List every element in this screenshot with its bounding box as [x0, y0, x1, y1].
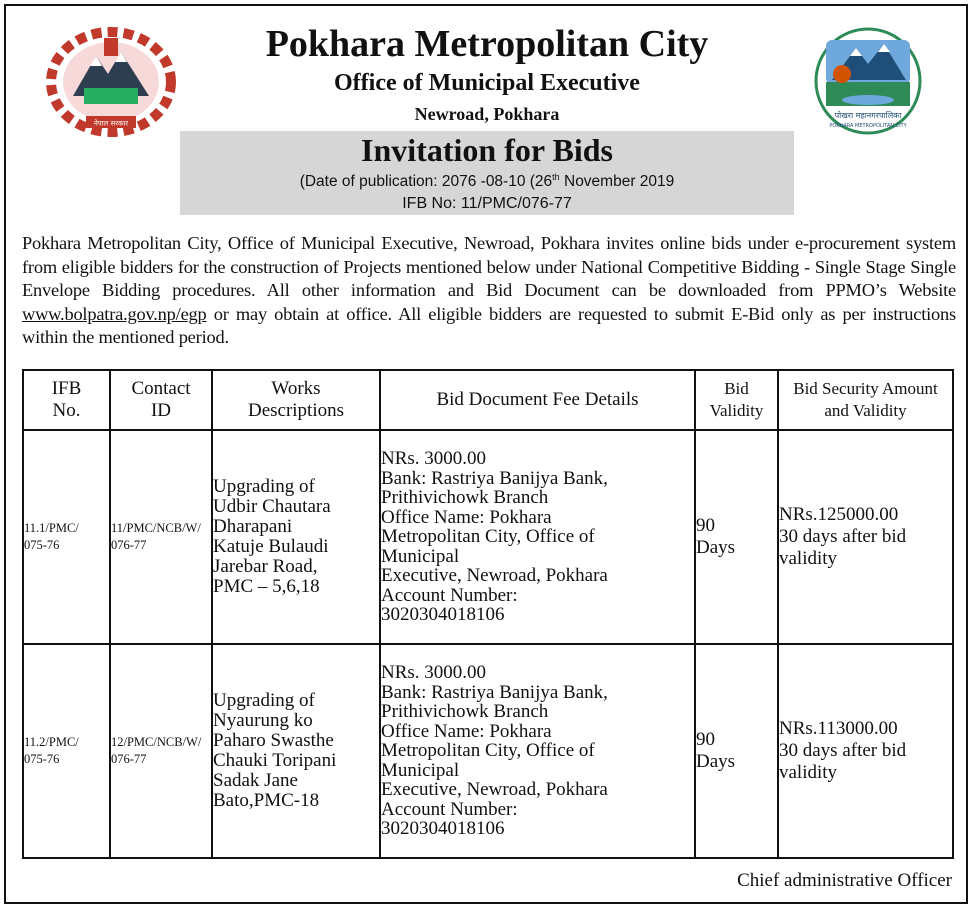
page-title: Pokhara Metropolitan City: [265, 23, 709, 65]
works-cell: Upgrading of Nyaurung ko Paharo Swasthe Chauki Toripani Sadak Jane Bato,PMC-18: [212, 644, 380, 858]
header-validity: Bid Validity: [695, 370, 778, 430]
contact-id-cell: 11/PMC/NCB/W/ 076-77: [110, 430, 212, 644]
ifb-no-cell: 11.1/PMC/ 075-76: [23, 430, 110, 644]
intro-paragraph: Pokhara Metropolitan City, Office of Municipal Executive, Newroad, Pokhara invites online bids under e-procurement system from eligible bidders for the construction of Projects mentioned below under National Competitive Bidding - Single Stage Single Envelope Bidding procedures. All other information and Bid Document can be downloaded from PPMO’s Website www.bolpatra.gov.np/egp or may obtain at office. All eligible bidders are requested to submit E-Bid only as per instructions within the mentioned period.: [22, 233, 956, 347]
bids-table: [22, 369, 954, 859]
svg-text:पोखरा महानगरपालिका: पोखरा महानगरपालिका: [834, 111, 902, 120]
table-row: [23, 644, 953, 858]
security-cell: NRs.113000.00 30 days after bid validity: [778, 644, 953, 858]
fee-cell: NRs. 3000.00 Bank: Rastriya Banijya Bank, Prithivichowk Branch Office Name: Pokhara Metropolitan City, Office of Municipal Executive, Newroad, Pokhara Account Number: 3020304018106: [380, 644, 695, 858]
svg-text:नेपाल सरकार: नेपाल सरकार: [93, 119, 129, 128]
works-cell: Upgrading of Udbir Chautara Dharapani Katuje Bulaudi Jarebar Road, PMC – 5,6,18: [212, 430, 380, 644]
validity-cell: 90 Days: [695, 644, 778, 858]
signature-line: Chief administrative Officer: [737, 870, 952, 891]
office-subtitle: Office of Municipal Executive: [334, 70, 640, 96]
table-row: [23, 430, 953, 644]
header-security: Bid Security Amount and Validity: [778, 370, 953, 430]
office-address: Newroad, Pokhara: [414, 104, 560, 124]
validity-cell: 90 Days: [695, 430, 778, 644]
contact-id-cell: 12/PMC/NCB/W/ 076-77: [110, 644, 212, 858]
notice-heading: Invitation for Bids: [361, 132, 613, 168]
security-cell: NRs.125000.00 30 days after bid validity: [778, 430, 953, 644]
header-ifb-no: IFB No.: [23, 370, 110, 430]
fee-cell: NRs. 3000.00 Bank: Rastriya Banijya Bank, Prithivichowk Branch Office Name: Pokhara Metropolitan City, Office of Municipal Executive, Newroad, Pokhara Account Number: 3020304018106: [380, 430, 695, 644]
header-works: Works Descriptions: [212, 370, 380, 430]
ifb-number: IFB No: 11/PMC/076-77: [402, 195, 572, 212]
header-contact-id: Contact ID: [110, 370, 212, 430]
svg-text:POKHARA METROPOLITAN CITY: POKHARA METROPOLITAN CITY: [829, 123, 907, 129]
ifb-banner: [180, 131, 794, 215]
ppmo-website-link[interactable]: www.bolpatra.gov.np/egp: [22, 303, 207, 324]
publication-date: (Date of publication: 2076 -08-10 (26th November 2019: [299, 172, 675, 191]
header-fee: Bid Document Fee Details: [380, 370, 695, 430]
table-header-row: [23, 370, 953, 430]
ifb-no-cell: 11.2/PMC/ 075-76: [23, 644, 110, 858]
